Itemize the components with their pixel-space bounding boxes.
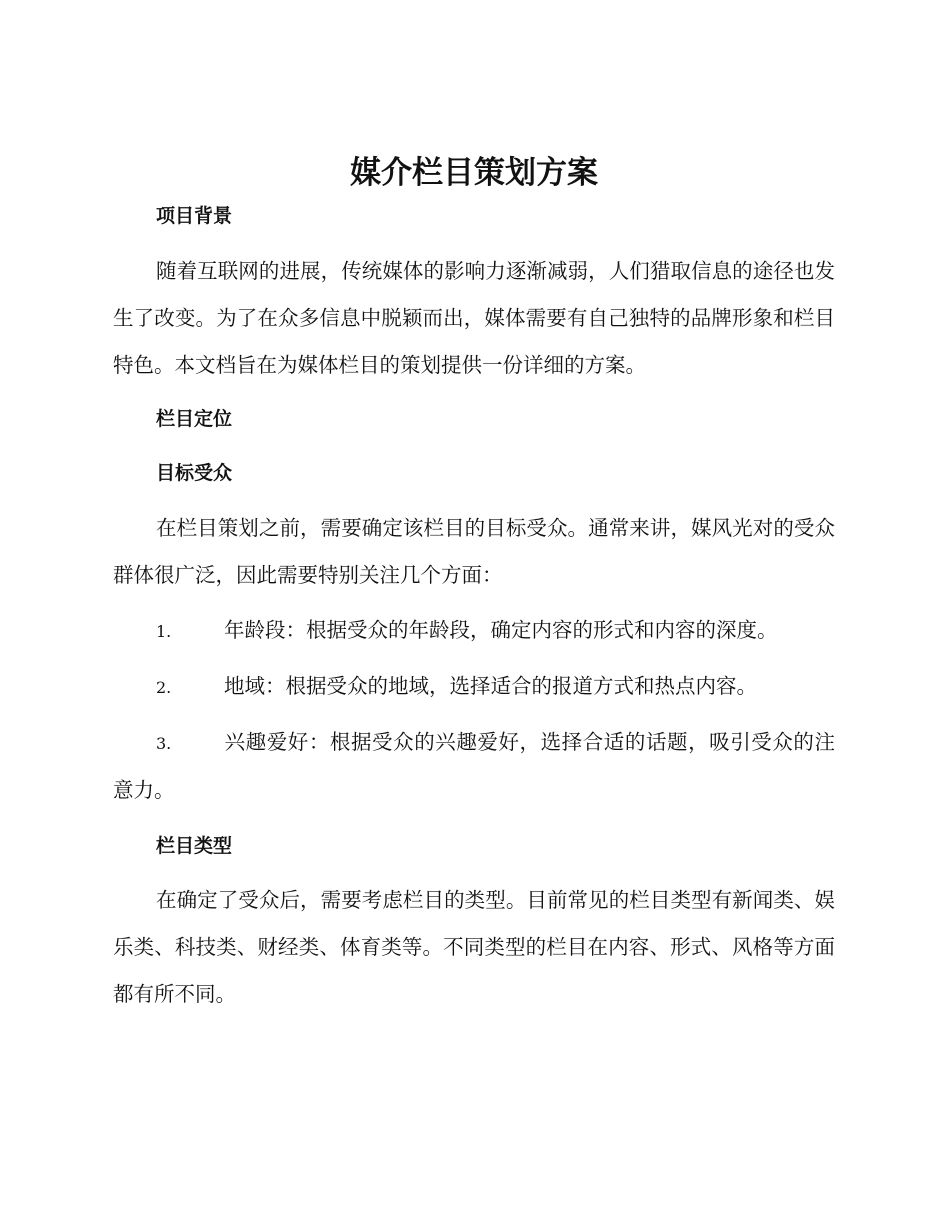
list-item <box>113 607 835 655</box>
list-item <box>113 663 835 711</box>
list-item-text: 年龄段：根据受众的年龄段，确定内容的形式和内容的深度。 <box>224 618 778 642</box>
paragraph-target-audience: 在栏目策划之前，需要确定该栏目的目标受众。通常来讲，媒风光对的受众群体很广泛，因此需要特别关注几个方面： <box>113 516 835 587</box>
paragraph-project-background: 随着互联网的进展，传统媒体的影响力逐渐减弱，人们猎取信息的途径也发生了改变。为了在众多信息中脱颖而出，媒体需要有自己独特的品牌形象和栏目特色。本文档旨在为媒体栏目的策划提供一份详细的方案。 <box>113 259 835 377</box>
list-item-number: 3. <box>156 734 172 753</box>
list-item-text: 地域：根据受众的地域，选择适合的报道方式和热点内容。 <box>224 674 757 698</box>
document-title: 媒介栏目策划方案 <box>350 155 598 191</box>
list-item-text: 兴趣爱好：根据受众的兴趣爱好，选择合适的话题，吸引受众的注意力。 <box>113 730 835 802</box>
audience-list <box>113 607 835 814</box>
list-item-number: 1. <box>156 622 172 641</box>
paragraph-column-types: 在确定了受众后，需要考虑栏目的类型。目前常见的栏目类型有新闻类、娱乐类、科技类、财经类、体育类等。不同类型的栏目在内容、形式、风格等方面都有所不同。 <box>113 888 835 1006</box>
heading-project-background: 项目背景 <box>156 205 233 227</box>
heading-column-positioning: 栏目定位 <box>156 408 233 430</box>
heading-column-types: 栏目类型 <box>156 835 233 857</box>
heading-target-audience: 目标受众 <box>156 462 233 484</box>
document-body <box>113 150 835 1018</box>
list-item <box>113 719 835 814</box>
list-item-number: 2. <box>156 678 172 697</box>
